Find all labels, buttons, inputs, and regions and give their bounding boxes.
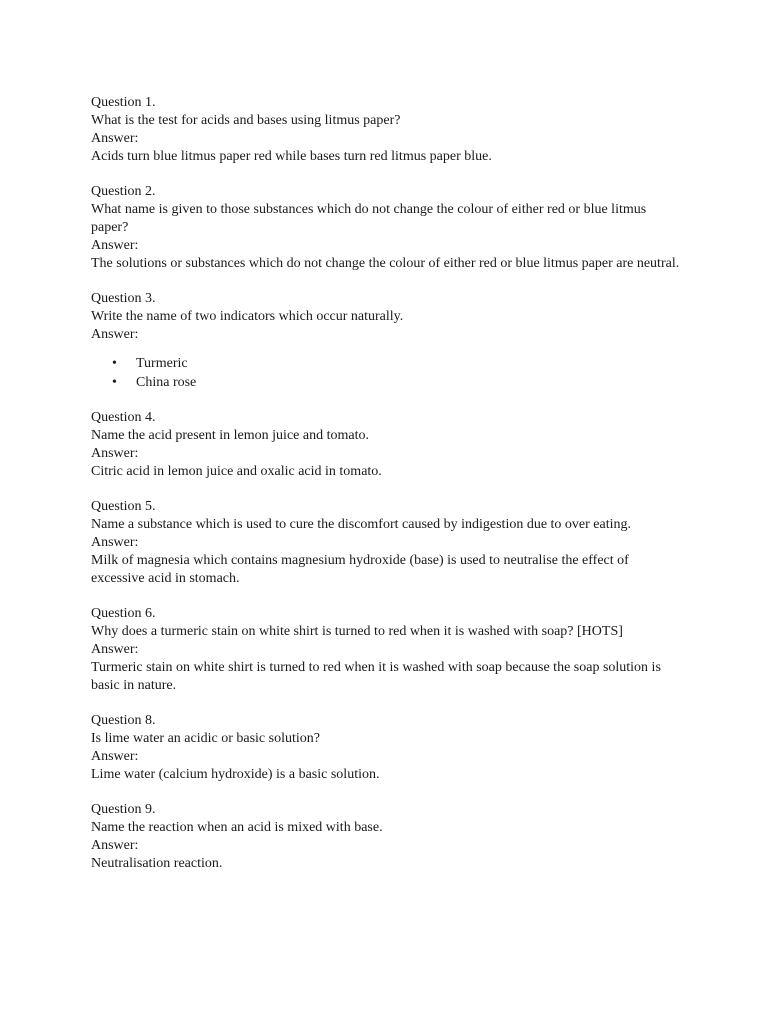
question-label: Question 8. (91, 713, 156, 728)
question-text: What is the test for acids and bases using litmus paper? (91, 113, 401, 128)
qa-block-5 (91, 498, 681, 588)
answer-label: Answer: (91, 446, 139, 461)
qa-block-2 (91, 183, 681, 273)
question-label: Question 4. (91, 410, 156, 425)
qa-block-6 (91, 605, 681, 695)
answer-text: Acids turn blue litmus paper red while bases turn red litmus paper blue. (91, 149, 492, 164)
answer-label: Answer: (91, 327, 139, 342)
answer-label: Answer: (91, 238, 139, 253)
question-label: Question 3. (91, 291, 156, 306)
answer-text: Turmeric stain on white shirt is turned to red when it is washed with soap because the soap solution is basic in nature. (91, 660, 661, 693)
answer-label: Answer: (91, 535, 139, 550)
question-text: Why does a turmeric stain on white shirt is turned to red when it is washed with soap? [HOTS] (91, 624, 623, 639)
list-item: • China rose (136, 373, 681, 392)
answer-label: Answer: (91, 749, 139, 764)
question-label: Question 9. (91, 802, 156, 817)
question-text: Name the reaction when an acid is mixed with base. (91, 820, 383, 835)
answer-text: Neutralisation reaction. (91, 856, 223, 871)
question-label: Question 1. (91, 95, 156, 110)
answer-label: Answer: (91, 838, 139, 853)
qa-block-3 (91, 290, 681, 392)
question-text: Name the acid present in lemon juice and tomato. (91, 428, 369, 443)
question-label: Question 2. (91, 184, 156, 199)
answer-list (91, 354, 681, 392)
question-text: Is lime water an acidic or basic solution? (91, 731, 320, 746)
question-label: Question 5. (91, 499, 156, 514)
question-label: Question 6. (91, 606, 156, 621)
qa-block-1 (91, 94, 681, 166)
answer-label: Answer: (91, 642, 139, 657)
answer-text: The solutions or substances which do not change the colour of either red or blue litmus paper are neutral. (91, 256, 680, 271)
list-item: • Turmeric (136, 354, 681, 373)
qa-block-9 (91, 801, 681, 873)
question-text: Write the name of two indicators which occur naturally. (91, 309, 404, 324)
answer-text: Lime water (calcium hydroxide) is a basic solution. (91, 767, 380, 782)
answer-label: Answer: (91, 131, 139, 146)
answer-text: Citric acid in lemon juice and oxalic acid in tomato. (91, 464, 382, 479)
question-text: Name a substance which is used to cure the discomfort caused by indigestion due to over eating. (91, 517, 632, 532)
document-body (91, 94, 681, 890)
answer-text: Milk of magnesia which contains magnesium hydroxide (base) is used to neutralise the effect of excessive acid in stomach. (91, 553, 629, 586)
qa-block-4 (91, 409, 681, 481)
question-text: What name is given to those substances which do not change the colour of either red or blue litmus paper? (91, 202, 647, 235)
qa-block-8 (91, 712, 681, 784)
